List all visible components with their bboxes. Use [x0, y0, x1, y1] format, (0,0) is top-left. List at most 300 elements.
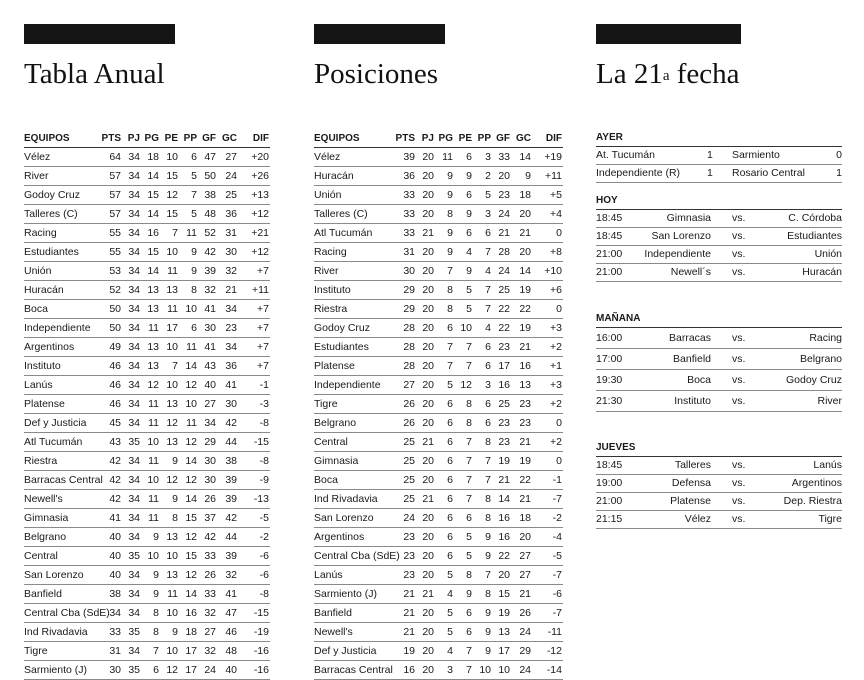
- match-time: 18:45: [596, 230, 623, 242]
- stat-cell: 19: [492, 604, 511, 623]
- stat-cell: 24: [492, 205, 511, 224]
- stat-cell: 57: [100, 167, 122, 186]
- stat-cell: -3: [238, 395, 270, 414]
- table-row: [24, 471, 270, 490]
- stat-cell: 22: [511, 300, 532, 319]
- stat-cell: 31: [394, 243, 416, 262]
- stat-cell: 7: [473, 452, 492, 471]
- stat-cell: 21: [492, 471, 511, 490]
- table-row: [314, 623, 563, 642]
- stat-cell: 10: [454, 319, 473, 338]
- column-header: DIF: [238, 130, 270, 148]
- team-name: Vélez: [24, 148, 100, 167]
- stat-cell: 9: [473, 528, 492, 547]
- team-name: Tigre: [314, 395, 394, 414]
- stat-cell: 7: [473, 566, 492, 585]
- team-name: Banfield: [24, 585, 100, 604]
- stat-cell: 12: [179, 376, 198, 395]
- stat-cell: 57: [100, 205, 122, 224]
- stat-cell: 9: [511, 167, 532, 186]
- stat-cell: 12: [160, 186, 179, 205]
- stat-cell: 6: [435, 319, 454, 338]
- stat-cell: 29: [394, 281, 416, 300]
- stat-cell: 11: [160, 585, 179, 604]
- stat-cell: 9: [160, 490, 179, 509]
- team-name: Newell's: [24, 490, 100, 509]
- away-team: C. Córdoba: [788, 212, 842, 224]
- stat-cell: 34: [122, 281, 141, 300]
- stat-cell: 11: [141, 395, 160, 414]
- column-header: GF: [492, 130, 511, 148]
- stat-cell: 8: [435, 205, 454, 224]
- stat-cell: 14: [141, 167, 160, 186]
- stat-cell: 9: [473, 642, 492, 661]
- stat-cell: 16: [492, 509, 511, 528]
- stat-cell: 8: [454, 414, 473, 433]
- stat-cell: 20: [416, 566, 435, 585]
- column-header: PE: [160, 130, 179, 148]
- stat-cell: 6: [435, 395, 454, 414]
- stat-cell: 12: [179, 566, 198, 585]
- stat-cell: 41: [100, 509, 122, 528]
- stat-cell: 7: [160, 224, 179, 243]
- stat-cell: 6: [435, 509, 454, 528]
- match-row: [596, 457, 842, 475]
- stat-cell: 13: [160, 281, 179, 300]
- stat-cell: 34: [122, 490, 141, 509]
- table-row: [314, 357, 563, 376]
- stat-cell: 11: [179, 224, 198, 243]
- home-team: Gimnasia: [666, 212, 711, 224]
- stat-cell: 39: [198, 262, 217, 281]
- column-header: PG: [435, 130, 454, 148]
- stat-cell: 7: [454, 338, 473, 357]
- annual-table: [24, 130, 270, 680]
- away-team: Unión: [814, 248, 842, 260]
- table-row: [314, 642, 563, 661]
- match-time: 18:45: [596, 459, 623, 471]
- match-time: 17:00: [596, 353, 623, 365]
- stat-cell: 8: [473, 490, 492, 509]
- stat-cell: 5: [179, 205, 198, 224]
- stat-cell: +10: [532, 262, 563, 281]
- home-team: At. Tucumán: [596, 149, 655, 161]
- day-label: HOY: [596, 193, 842, 210]
- stat-cell: 23: [492, 433, 511, 452]
- stat-cell: +7: [238, 262, 270, 281]
- day-label: AYER: [596, 130, 842, 147]
- stat-cell: 15: [492, 585, 511, 604]
- team-name: Boca: [24, 300, 100, 319]
- stat-cell: +6: [532, 281, 563, 300]
- stat-cell: 30: [217, 243, 238, 262]
- table-row: [24, 205, 270, 224]
- stat-cell: 3: [473, 376, 492, 395]
- stat-cell: 20: [416, 661, 435, 680]
- away-team: Argentinos: [791, 477, 842, 489]
- stat-cell: -5: [238, 509, 270, 528]
- stat-cell: 26: [394, 395, 416, 414]
- column-header: PTS: [100, 130, 122, 148]
- stat-cell: 19: [511, 452, 532, 471]
- stat-cell: 23: [492, 338, 511, 357]
- match-time: 21:30: [596, 395, 623, 407]
- table-row: [314, 376, 563, 395]
- home-team: Banfield: [673, 353, 711, 365]
- stat-cell: 20: [416, 205, 435, 224]
- column-header: PP: [179, 130, 198, 148]
- stat-cell: 8: [454, 395, 473, 414]
- table-row: [314, 433, 563, 452]
- stat-cell: 9: [435, 186, 454, 205]
- team-name: Vélez: [314, 148, 394, 167]
- result-row: [596, 165, 842, 183]
- stat-cell: 34: [122, 224, 141, 243]
- header-bar: [596, 24, 741, 44]
- stat-cell: 38: [217, 452, 238, 471]
- stat-cell: 15: [179, 547, 198, 566]
- stat-cell: 6: [435, 528, 454, 547]
- stat-cell: 33: [492, 148, 511, 167]
- stat-cell: 10: [492, 661, 511, 680]
- versus: vs.: [732, 374, 746, 386]
- stat-cell: 34: [122, 395, 141, 414]
- stat-cell: 46: [100, 357, 122, 376]
- table-row: [24, 186, 270, 205]
- stat-cell: 6: [454, 186, 473, 205]
- stat-cell: 23: [492, 186, 511, 205]
- match-time: 19:30: [596, 374, 623, 386]
- stat-cell: -6: [532, 585, 563, 604]
- stat-cell: 16: [492, 376, 511, 395]
- stat-cell: 34: [122, 148, 141, 167]
- team-name: Huracán: [24, 281, 100, 300]
- stat-cell: 25: [394, 471, 416, 490]
- stat-cell: 38: [100, 585, 122, 604]
- stat-cell: 34: [122, 604, 141, 623]
- table-row: [24, 414, 270, 433]
- stat-cell: 16: [179, 604, 198, 623]
- table-row: [24, 452, 270, 471]
- stat-cell: -4: [532, 528, 563, 547]
- stat-cell: 41: [198, 338, 217, 357]
- stat-cell: 12: [454, 376, 473, 395]
- stat-cell: 23: [394, 547, 416, 566]
- column-header: EQUIPOS: [314, 130, 394, 148]
- stat-cell: 20: [416, 186, 435, 205]
- match-time: 21:00: [596, 266, 623, 278]
- stat-cell: -9: [238, 471, 270, 490]
- table-row: [24, 604, 270, 623]
- stat-cell: 13: [160, 566, 179, 585]
- table-row: [24, 528, 270, 547]
- stat-cell: 45: [100, 414, 122, 433]
- stat-cell: 55: [100, 243, 122, 262]
- away-team: Racing: [809, 332, 842, 344]
- stat-cell: 18: [511, 509, 532, 528]
- stat-cell: 22: [511, 471, 532, 490]
- stat-cell: -2: [532, 509, 563, 528]
- stat-cell: 20: [416, 262, 435, 281]
- stat-cell: 18: [179, 623, 198, 642]
- stat-cell: 7: [454, 642, 473, 661]
- stat-cell: 13: [492, 623, 511, 642]
- stat-cell: 28: [394, 338, 416, 357]
- match-row: [596, 493, 842, 511]
- stat-cell: -2: [238, 528, 270, 547]
- stat-cell: 10: [141, 547, 160, 566]
- stat-cell: 7: [179, 186, 198, 205]
- stat-cell: 8: [473, 433, 492, 452]
- stat-cell: 9: [435, 243, 454, 262]
- column-header: GC: [217, 130, 238, 148]
- stat-cell: 34: [122, 642, 141, 661]
- team-name: Ind Rivadavia: [314, 490, 394, 509]
- column-header: PJ: [122, 130, 141, 148]
- stat-cell: 9: [454, 585, 473, 604]
- match-row: [596, 475, 842, 493]
- stat-cell: 6: [435, 490, 454, 509]
- stat-cell: 5: [435, 566, 454, 585]
- stat-cell: 23: [394, 528, 416, 547]
- team-name: Central: [24, 547, 100, 566]
- stat-cell: 10: [160, 642, 179, 661]
- stat-cell: 0: [532, 224, 563, 243]
- column-header: GC: [511, 130, 532, 148]
- stat-cell: 19: [511, 319, 532, 338]
- stat-cell: 42: [100, 490, 122, 509]
- stat-cell: 7: [454, 490, 473, 509]
- stat-cell: -8: [238, 414, 270, 433]
- team-name: Def y Justicia: [24, 414, 100, 433]
- stat-cell: 14: [179, 357, 198, 376]
- away-team: Godoy Cruz: [785, 374, 842, 386]
- stat-cell: 20: [511, 205, 532, 224]
- home-score: 1: [707, 149, 713, 161]
- stat-cell: 8: [435, 281, 454, 300]
- table-row: [314, 395, 563, 414]
- team-name: Central: [314, 433, 394, 452]
- away-score: 0: [836, 149, 842, 161]
- stat-cell: 41: [198, 300, 217, 319]
- home-score: 1: [707, 167, 713, 179]
- fixture-list: [596, 130, 842, 529]
- stat-cell: -16: [238, 661, 270, 680]
- stat-cell: 10: [160, 338, 179, 357]
- stat-cell: 14: [179, 585, 198, 604]
- team-name: Instituto: [24, 357, 100, 376]
- stat-cell: 29: [198, 433, 217, 452]
- stat-cell: 3: [473, 205, 492, 224]
- home-team: Barracas: [668, 332, 711, 344]
- stat-cell: 6: [473, 338, 492, 357]
- stat-cell: 40: [100, 547, 122, 566]
- table-row: [24, 319, 270, 338]
- team-name: Barracas Central: [24, 471, 100, 490]
- stat-cell: 9: [160, 452, 179, 471]
- table-row: [314, 452, 563, 471]
- stat-cell: +8: [532, 243, 563, 262]
- table-row: [314, 300, 563, 319]
- stat-cell: 34: [122, 509, 141, 528]
- stat-cell: +26: [238, 167, 270, 186]
- stat-cell: +5: [532, 186, 563, 205]
- stat-cell: 21: [511, 490, 532, 509]
- stat-cell: 22: [492, 300, 511, 319]
- stat-cell: 32: [198, 604, 217, 623]
- table-row: [314, 148, 563, 167]
- match-time: 16:00: [596, 332, 623, 344]
- stat-cell: 11: [435, 148, 454, 167]
- table-row: [314, 547, 563, 566]
- home-team: Vélez: [684, 513, 711, 525]
- stat-cell: +21: [238, 224, 270, 243]
- team-name: Talleres (C): [24, 205, 100, 224]
- stat-cell: 38: [198, 186, 217, 205]
- team-name: Riestra: [314, 300, 394, 319]
- stat-cell: 28: [394, 319, 416, 338]
- stat-cell: 20: [416, 642, 435, 661]
- stat-cell: 21: [217, 281, 238, 300]
- versus: vs.: [732, 459, 746, 471]
- stat-cell: 21: [394, 623, 416, 642]
- column-header: PJ: [416, 130, 435, 148]
- stat-cell: 12: [179, 471, 198, 490]
- table-row: [24, 300, 270, 319]
- table-row: [314, 319, 563, 338]
- stat-cell: 26: [511, 604, 532, 623]
- stat-cell: 37: [198, 509, 217, 528]
- stat-cell: 28: [492, 243, 511, 262]
- stat-cell: 64: [100, 148, 122, 167]
- stat-cell: 44: [217, 433, 238, 452]
- match-row: [596, 391, 842, 412]
- match-time: 21:15: [596, 513, 623, 525]
- table-row: [24, 661, 270, 680]
- stat-cell: 7: [473, 243, 492, 262]
- stat-cell: 10: [160, 376, 179, 395]
- versus: vs.: [732, 212, 746, 224]
- match-row: [596, 246, 842, 264]
- stat-cell: 42: [217, 509, 238, 528]
- stat-cell: 20: [416, 357, 435, 376]
- stat-cell: 20: [416, 281, 435, 300]
- stat-cell: 10: [473, 661, 492, 680]
- stat-cell: 20: [416, 528, 435, 547]
- stat-cell: 9: [141, 528, 160, 547]
- stat-cell: +3: [532, 376, 563, 395]
- stat-cell: 7: [160, 357, 179, 376]
- stat-cell: 6: [473, 395, 492, 414]
- stat-cell: 14: [141, 205, 160, 224]
- stat-cell: 13: [160, 528, 179, 547]
- stat-cell: 34: [122, 300, 141, 319]
- stat-cell: 21: [511, 433, 532, 452]
- stat-cell: -14: [532, 661, 563, 680]
- team-name: Boca: [314, 471, 394, 490]
- stat-cell: -8: [238, 452, 270, 471]
- table-row: [314, 490, 563, 509]
- table-row: [314, 262, 563, 281]
- away-team: River: [817, 395, 842, 407]
- stat-cell: 9: [141, 566, 160, 585]
- stat-cell: +13: [238, 186, 270, 205]
- versus: vs.: [732, 230, 746, 242]
- stat-cell: 52: [100, 281, 122, 300]
- stat-cell: 21: [492, 224, 511, 243]
- away-team: Huracán: [802, 266, 842, 278]
- home-team: Defensa: [671, 477, 711, 489]
- stat-cell: 24: [198, 661, 217, 680]
- stat-cell: 34: [122, 243, 141, 262]
- stat-cell: 42: [217, 414, 238, 433]
- team-name: Sarmiento (J): [24, 661, 100, 680]
- stat-cell: 6: [179, 319, 198, 338]
- stat-cell: 6: [473, 414, 492, 433]
- stat-cell: 6: [179, 148, 198, 167]
- table-row: [314, 414, 563, 433]
- stat-cell: -7: [532, 566, 563, 585]
- away-team: Dep. Riestra: [783, 495, 842, 507]
- stat-cell: 53: [100, 262, 122, 281]
- stat-cell: 43: [100, 433, 122, 452]
- stat-cell: -7: [532, 490, 563, 509]
- stat-cell: 7: [435, 262, 454, 281]
- stat-cell: 10: [160, 547, 179, 566]
- stat-cell: 9: [454, 262, 473, 281]
- stat-cell: 5: [435, 604, 454, 623]
- team-name: Lanús: [314, 566, 394, 585]
- stat-cell: 34: [217, 300, 238, 319]
- stat-cell: 13: [160, 395, 179, 414]
- stat-cell: 55: [100, 224, 122, 243]
- standings-table-title: Posiciones: [314, 58, 439, 90]
- stat-cell: 36: [394, 167, 416, 186]
- stat-cell: 21: [416, 433, 435, 452]
- stat-cell: 0: [532, 300, 563, 319]
- table-row: [24, 509, 270, 528]
- stat-cell: 20: [416, 319, 435, 338]
- table-row: [314, 167, 563, 186]
- versus: vs.: [732, 332, 746, 344]
- stat-cell: 39: [217, 490, 238, 509]
- stat-cell: 24: [217, 167, 238, 186]
- away-team: Tigre: [818, 513, 842, 525]
- stat-cell: 17: [179, 661, 198, 680]
- table-row: [314, 528, 563, 547]
- stat-cell: 30: [394, 262, 416, 281]
- stat-cell: 27: [511, 547, 532, 566]
- team-name: Belgrano: [24, 528, 100, 547]
- stat-cell: 28: [394, 357, 416, 376]
- match-time: 19:00: [596, 477, 623, 489]
- stat-cell: 25: [394, 452, 416, 471]
- stat-cell: 25: [217, 186, 238, 205]
- table-row: [24, 357, 270, 376]
- stat-cell: 7: [454, 433, 473, 452]
- stat-cell: 7: [473, 471, 492, 490]
- stat-cell: 12: [179, 433, 198, 452]
- stat-cell: 17: [492, 642, 511, 661]
- team-name: Atl Tucumán: [24, 433, 100, 452]
- team-name: Platense: [24, 395, 100, 414]
- table-row: [314, 509, 563, 528]
- stat-cell: 31: [217, 224, 238, 243]
- stat-cell: 12: [160, 471, 179, 490]
- stat-cell: 7: [141, 642, 160, 661]
- team-name: Newell's: [314, 623, 394, 642]
- stat-cell: 26: [198, 566, 217, 585]
